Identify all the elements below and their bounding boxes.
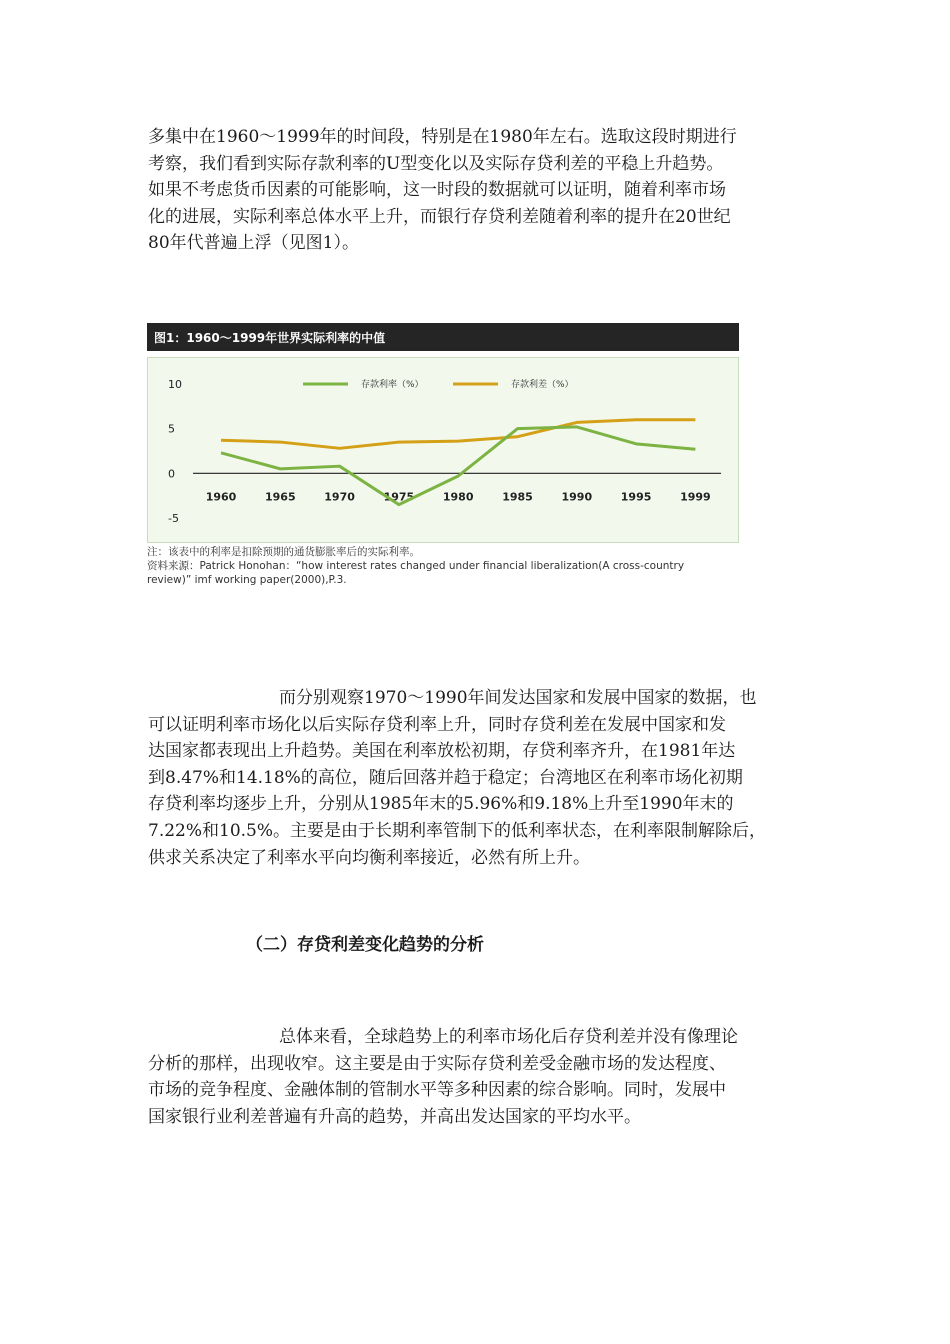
text-line: 化的进展，实际利率总体水平上升，而银行存贷利差随着利率的提升在20世纪 bbox=[148, 206, 731, 227]
figure-title: 图1：1960～1999年世界实际利率的中值 bbox=[154, 331, 386, 345]
text-line: 可以证明利率市场化以后实际存贷利率上升，同时存贷利差在发展中国家和发 bbox=[148, 714, 726, 735]
paragraph-3 bbox=[148, 1024, 808, 1130]
text-line: 存贷利率均逐步上升，分别从1985年末的5.96%和9.18%上升至1990年末的 bbox=[148, 794, 734, 815]
x-tick-label: 1970 bbox=[324, 490, 355, 504]
x-tick-label: 1980 bbox=[442, 490, 474, 504]
text-line: 到8.47%和14.18%的高位，随后回落并趋于稳定；台湾地区在利率市场化初期 bbox=[148, 767, 743, 788]
figure-source-line-1: 资料来源：Patrick Honohan：“how interest rates changed under financial liberalization(A cross-country bbox=[147, 560, 685, 572]
series-line-spread bbox=[221, 420, 695, 449]
chart-area bbox=[147, 357, 739, 543]
figure-header bbox=[147, 323, 739, 351]
line-chart bbox=[148, 358, 738, 542]
y-tick-label: -5 bbox=[168, 512, 179, 525]
x-tick-label: 1960 bbox=[205, 490, 237, 504]
paragraph-2 bbox=[148, 685, 808, 871]
x-tick-label: 1965 bbox=[264, 490, 296, 504]
chart-legend bbox=[303, 378, 574, 390]
x-tick-label: 1999 bbox=[680, 490, 711, 504]
text-line: 市场的竞争程度、金融体制的管制水平等多种因素的综合影响。同时，发展中 bbox=[148, 1080, 726, 1101]
text-line: 分析的那样，出现收窄。这主要是由于实际存贷利差受金融市场的发达程度、 bbox=[148, 1053, 726, 1074]
figure-note: 注：该表中的利率是扣除预期的通货膨胀率后的实际利率。 bbox=[147, 546, 420, 558]
paragraph-1 bbox=[148, 124, 808, 257]
x-tick-label: 1995 bbox=[620, 490, 652, 504]
figure-notes bbox=[147, 545, 739, 587]
x-tick-label: 1975 bbox=[383, 490, 415, 504]
text-line: 总体来看，全球趋势上的利率市场化后存贷利差并没有像理论 bbox=[279, 1027, 738, 1047]
text-line: 多集中在1960～1999年的时间段，特别是在1980年左右。选取这段时期进行 bbox=[148, 127, 737, 147]
section-heading: （二）存贷利差变化趋势的分析 bbox=[246, 935, 484, 955]
figure-source-line-2: review)” imf working paper(2000),P.3. bbox=[147, 574, 347, 586]
text-line: 而分别观察1970～1990年间发达国家和发展中国家的数据，也 bbox=[279, 688, 757, 708]
text-line: 如果不考虑货币因素的可能影响，这一时段的数据就可以证明，随着利率市场 bbox=[148, 180, 726, 201]
text-line: 80年代普遍上浮（见图1）。 bbox=[148, 233, 359, 254]
text-line: 达国家都表现出上升趋势。美国在利率放松初期，存贷利率齐升，在1981年达 bbox=[148, 741, 736, 762]
y-axis-ticks bbox=[168, 378, 182, 525]
legend-label-deposit-rate: 存款利率（%） bbox=[361, 380, 424, 390]
y-tick-label: 10 bbox=[168, 378, 182, 391]
x-tick-label: 1985 bbox=[502, 490, 533, 504]
x-tick-label: 1990 bbox=[561, 490, 593, 504]
figure-1 bbox=[147, 323, 739, 593]
text-line: 7.22%和10.5%。主要是由于长期利率管制下的低利率状态，在利率限制解除后， bbox=[148, 820, 767, 841]
text-line: 供求关系决定了利率水平向均衡利率接近，必然有所上升。 bbox=[148, 847, 590, 868]
text-line: 国家银行业利差普遍有升高的趋势，并高出发达国家的平均水平。 bbox=[148, 1106, 641, 1127]
x-axis-ticks bbox=[206, 490, 711, 503]
legend-label-spread: 存款利差（%） bbox=[511, 380, 574, 390]
y-tick-label: 5 bbox=[168, 422, 175, 436]
y-tick-label: 0 bbox=[168, 467, 175, 481]
text-line: 考察，我们看到实际存款利率的U型变化以及实际存贷利差的平稳上升趋势。 bbox=[148, 153, 724, 174]
